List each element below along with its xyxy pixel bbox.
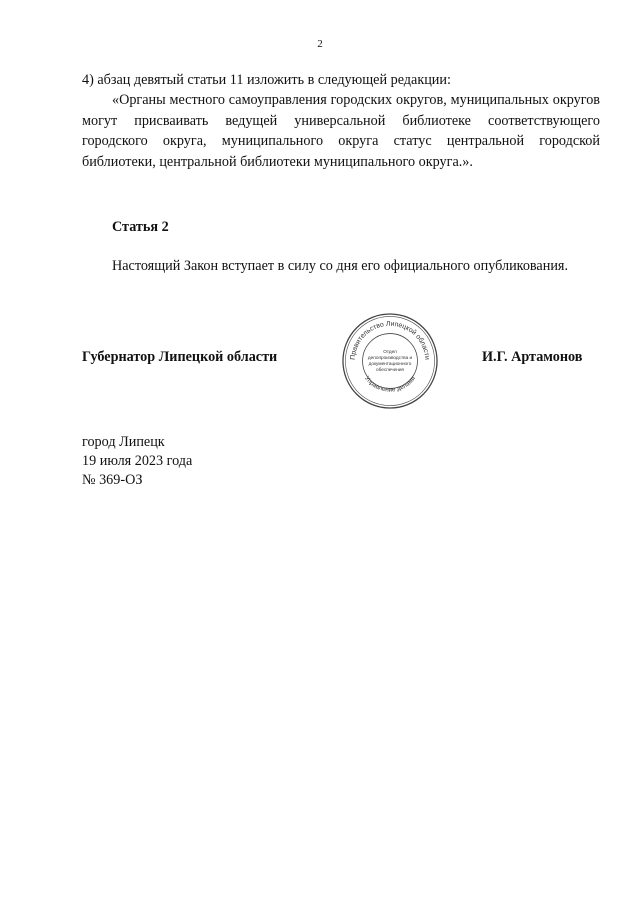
seal-center-line: документационного: [368, 360, 412, 366]
seal-outer-text: Правительство Липецкой области: [349, 320, 431, 361]
document-footer: [82, 433, 192, 490]
amendment-item: 4) абзац девятый статьи 11 изложить в следующей редакции:: [82, 72, 451, 88]
article-heading: Статья 2: [112, 219, 169, 235]
seal-center-line: делопроизводства и: [367, 355, 413, 361]
page-number: 2: [317, 38, 323, 50]
footer-date: 19 июля 2023 года: [82, 453, 193, 469]
footer-city: город Липецк: [82, 434, 165, 450]
seal-bottom-text: Управление делами: [363, 375, 417, 394]
footer-number: № 369-ОЗ: [82, 472, 143, 488]
svg-text:Управление делами: [363, 375, 417, 394]
signatory-name: И.Г. Артамонов: [482, 349, 583, 365]
seal-center-line: Отдел: [383, 349, 397, 355]
article-text: Настоящий Закон вступает в силу со дня его официального опубликования.: [112, 258, 568, 274]
seal-center-line: обеспечения: [376, 366, 404, 372]
official-seal: [341, 312, 439, 410]
amendment-text: «Органы местного самоуправления городских округов, муниципальных округов могут присваивать ведущей универсальной библиотеке соответствующего городского округа, муниципального округа статус центральной городской библиотеки, центральной библиотеки муниципального округа.».: [82, 92, 600, 170]
signatory-title: Губернатор Липецкой области: [82, 349, 278, 365]
